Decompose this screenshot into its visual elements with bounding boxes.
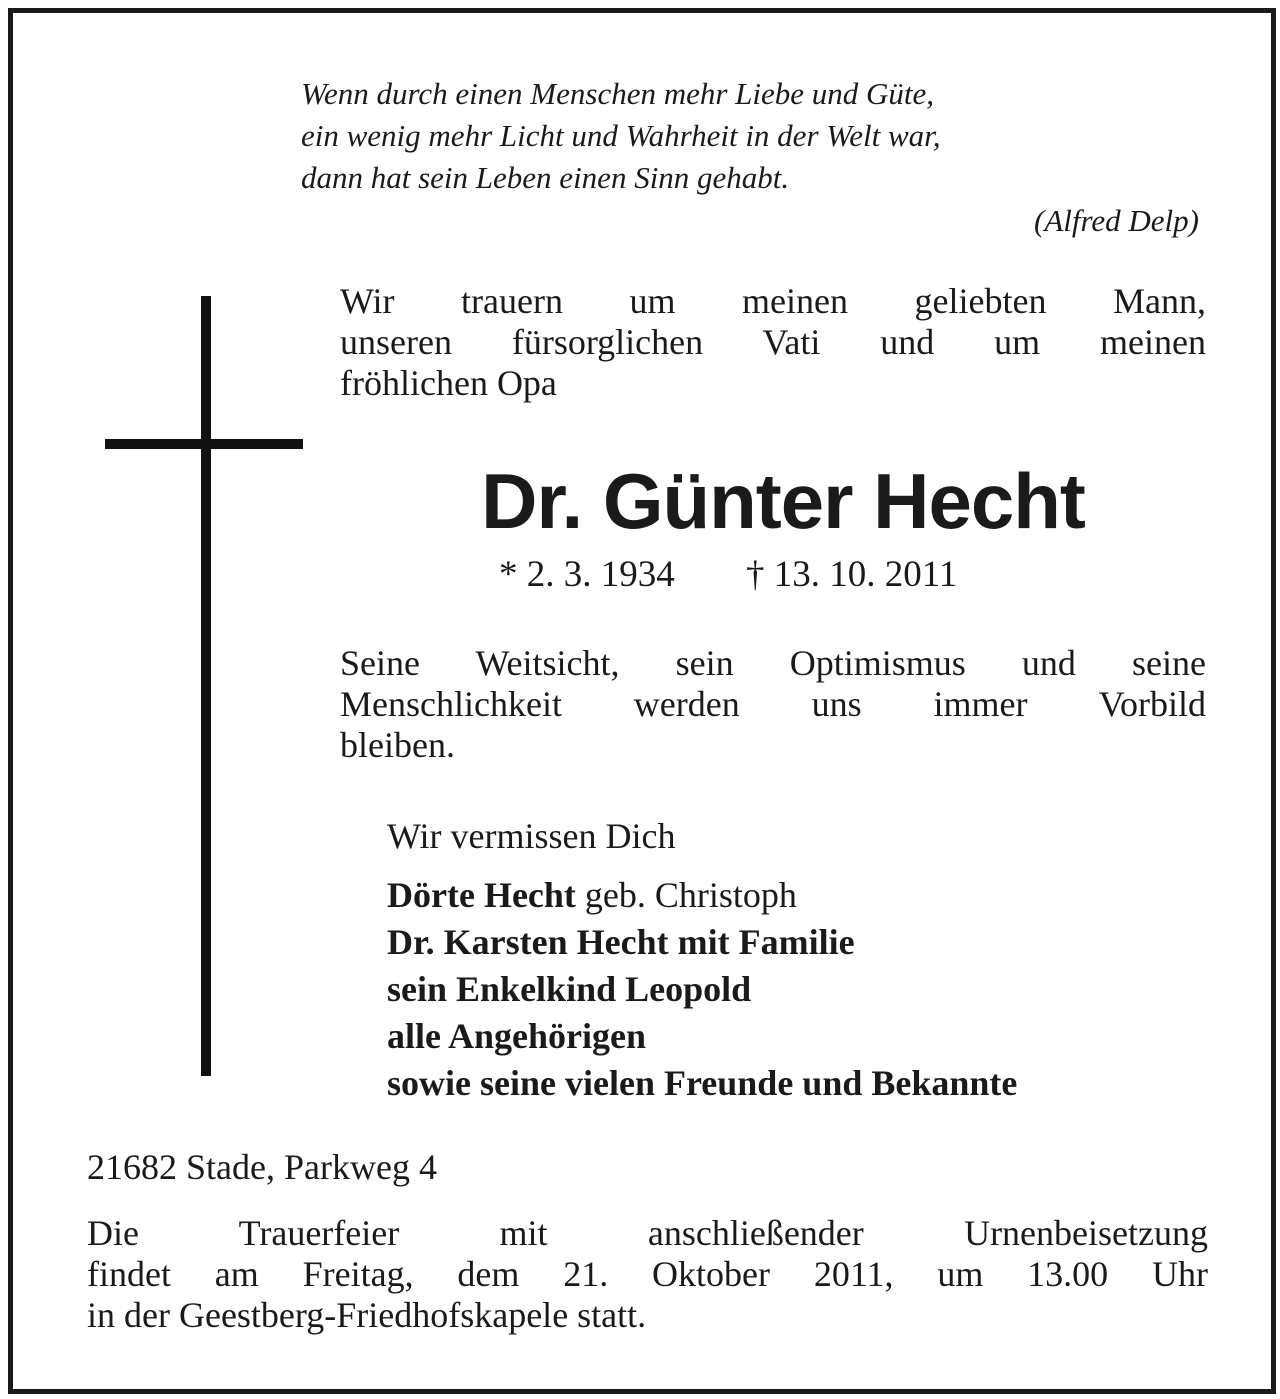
mourner-name: sowie seine vielen Freunde und Bekannte [387,1063,1018,1103]
mourner-name: sein Enkelkind Leopold [387,969,752,1009]
quote-line: ein wenig mehr Licht und Wahrheit in der Welt war, [301,118,941,153]
mourner-name: Dörte Hecht [387,875,576,915]
mourner-line [387,1060,1227,1107]
mourner-line [387,966,1227,1013]
tribute-line: bleiben. [340,725,455,765]
mourner-line [387,1013,1227,1060]
cross-icon-vertical-bar [201,296,211,1076]
obituary-notice [8,8,1276,1394]
quote-line: Wenn durch einen Menschen mehr Liebe und Güte, [301,76,935,111]
deceased-name: Dr. Günter Hecht [481,457,1085,545]
death-date: † 13. 10. 2011 [746,554,958,595]
tribute-text [340,643,1206,766]
mourner-line [387,872,1227,919]
family-address: 21682 Stade, Parkweg 4 [87,1147,437,1187]
family-signoff [387,813,1227,1107]
intro-line: unseren fürsorglichen Vati und um meinen [340,322,1206,362]
ceremony-line: Die Trauerfeier mit anschließender Urnenbeisetzung [87,1213,1208,1253]
epigraph-quote [301,73,1205,199]
cross-icon-horizontal-bar [105,439,303,449]
intro-line: Wir trauern um meinen geliebten Mann, [340,281,1206,321]
mourner-name: alle Angehörigen [387,1016,646,1056]
tribute-line: Menschlichkeit werden uns immer Vorbild [340,684,1206,724]
mourner-note: geb. Christoph [575,875,797,915]
miss-you-line: Wir vermissen Dich [387,816,676,856]
mourner-name: Dr. Karsten Hecht mit Familie [387,922,855,962]
life-dates [499,553,1099,597]
ceremony-line: findet am Freitag, dem 21. Oktober 2011, um 13.00 Uhr [87,1254,1208,1294]
mourning-intro [340,281,1206,404]
tribute-line: Seine Weitsicht, sein Optimismus und seine [340,643,1206,683]
birth-date: * 2. 3. 1934 [499,554,675,595]
intro-line: fröhlichen Opa [340,363,557,403]
quote-line: dann hat sein Leben einen Sinn gehabt. [301,160,790,195]
mourner-line [387,919,1227,966]
ceremony-line: in der Geestberg-Friedhofskapele statt. [87,1295,647,1335]
funeral-ceremony-info [87,1213,1208,1336]
quote-author: (Alfred Delp) [1034,203,1199,238]
